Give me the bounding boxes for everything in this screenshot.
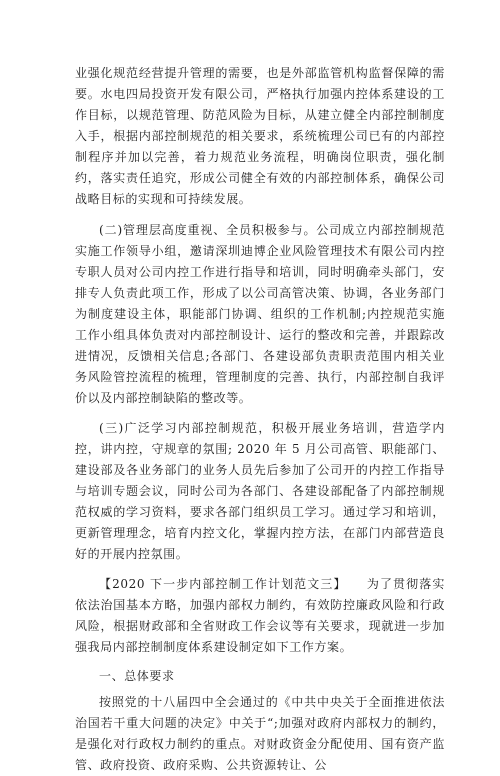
- body-paragraph: 业强化规范经营提升管理的需要，也是外部监管机构监督保障的需要。水电四局投资开发有限公司，严格执行加强内控体系建设的工作目标，以规范管理、防范风险为目标，从建立健全内部控制制度入手，根据内部控制规范的相关要求，系统梳理公司已有的内部控制程序并加以完善，着力规范业务流程，明确岗位职责，强化制约，落实责任追究，形成公司健全有效的内部控制体系，确保公司战略目标的实现和可持续发展。: [75, 66, 445, 206]
- section-heading: 一、总体要求: [99, 669, 175, 683]
- body-paragraph: (二)管理层高度重视、全员积极参与。公司成立内部控制规范实施工作领导小组，邀请深圳迪博企业风险管理技术有限公司内控专职人员对公司内控工作进行指导和培训，同时明确牵头部门，安排专人负责此项工作，形成了以公司高管决策、协调，各业务部门为制度建设主体，职能部门协调、组织的工作机制;内控规范实施工作小组具体负责对内部控制设计、运行的整改和完善，并跟踪改进情况，反馈相关信息;各部门、各建设部负责职责范围内相关业务风险管控流程的梳理，管理制度的完善、执行，内部控制自我评价以及内部控制缺陷的整改等。: [75, 223, 445, 405]
- body-paragraph: 按照党的十八届四中全会通过的《中共中央关于全面推进依法治国若干重大问题的决定》中关于“;加强对政府内部权力的制约，是强化对行政权力制约的重点。对财政资金分配使用、国有资产监管、政府投资、政府采购、公共资源转让、公: [75, 695, 445, 772]
- body-paragraph: (三)广泛学习内部控制规范，积极开展业务培训，营造学内控，讲内控，守规章的氛围; 2020 年 5 月公司高管、职能部门、建设部及各业务部门的业务人员先后参加了公司开的内控工作指导与培训专题会议，同时公司为各部门、各建设部配备了内部控制规范权威的学习资料，要求各部门组织员工学习。通过学习和培训，更新管理理念，培育内控文化，掌握内控方法，在部门内部营造良好的开展内控氛围。: [75, 421, 445, 561]
- template-heading-paragraph: 【2020 下一步内部控制工作计划范文三】 为了贯彻落实依法治国基本方略，加强内部权力制约，有效防控廉政风险和行政风险，根据财政部和全省财政工作会议等有关要求，现就进一步加强我局内部控制制度体系建设制定如下工作方案。: [75, 577, 445, 654]
